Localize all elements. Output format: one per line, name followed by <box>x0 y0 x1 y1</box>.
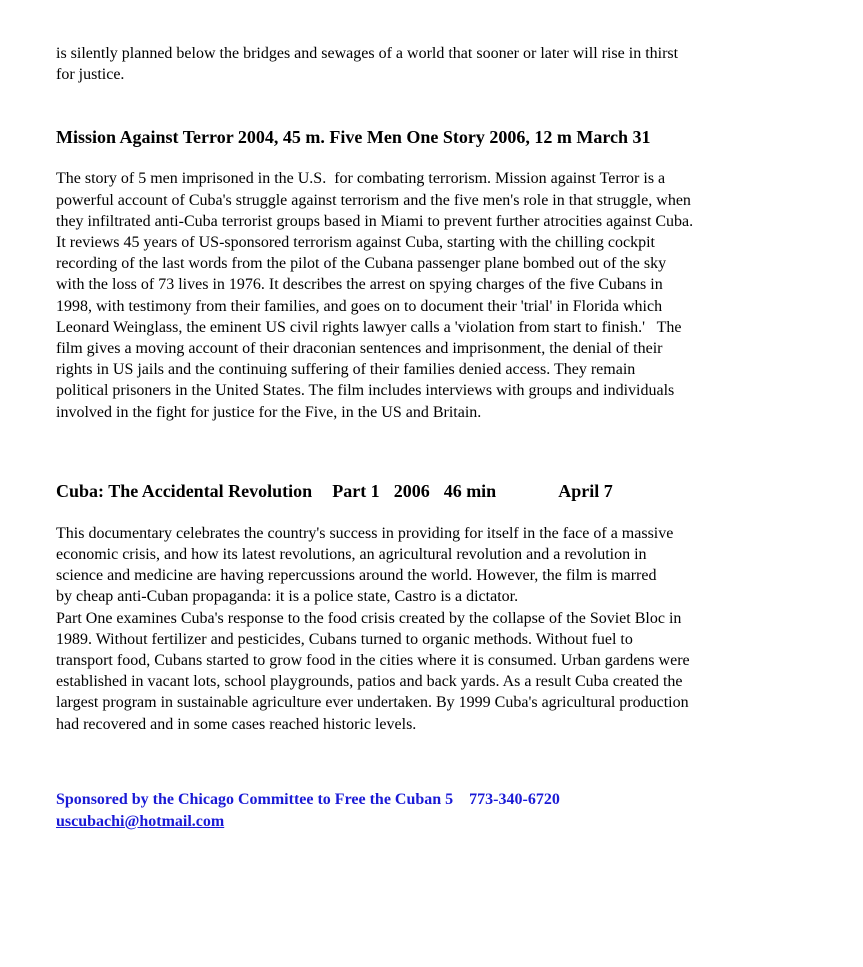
text-line: economic crisis, and how its latest revolutions, an agricultural revolution and a revolution in <box>56 546 647 564</box>
text-line: established in vacant lots, school playgrounds, patios and back yards. As a result Cuba created the <box>56 673 683 691</box>
text-line: 1998, with testimony from their families, and goes on to document their 'trial' in Florida which <box>56 297 663 315</box>
film1-title: Mission Against Terror <box>56 127 234 148</box>
text-line: powerful account of Cuba's struggle against terrorism and the five men's role in that struggle, when <box>56 191 691 209</box>
sponsor-text: Sponsored by the Chicago Committee to Free the Cuban 5 <box>56 790 454 808</box>
document-page <box>56 43 846 833</box>
film1-meta: 2004, 45 m. <box>237 127 325 148</box>
text-line: is silently planned below the bridges and sewages of a world that sooner or later will rise in thirst <box>56 45 679 62</box>
film2-duration: 46 min <box>443 480 497 501</box>
text-line: science and medicine are having repercussions around the world. However, the film is marred <box>56 567 657 585</box>
text-line: largest program in sustainable agriculture ever undertaken. By 1999 Cuba's agricultural production <box>56 694 689 712</box>
sponsor-email-link[interactable]: uscubachi@hotmail.com <box>56 812 225 830</box>
film1-second-title: Five Men One Story <box>329 127 485 148</box>
film2-heading <box>56 480 846 502</box>
text-line: involved in the fight for justice for the Five, in the US and Britain. <box>56 403 482 421</box>
text-line: This documentary celebrates the country's success in providing for itself in the face of a massive <box>56 524 674 542</box>
text-line: 1989. Without fertilizer and pesticides, Cubans turned to organic methods. Without fuel to <box>56 630 633 648</box>
text-line: had recovered and in some cases reached historic levels. <box>56 715 417 733</box>
text-line: film gives a moving account of their draconian sentences and imprisonment, the denial of their <box>56 340 663 358</box>
text-line: recording of the last words from the pilot of the Cubana passenger plane bombed out of the sky <box>56 255 667 273</box>
text-line: Leonard Weinglass, the eminent US civil rights lawyer calls a 'violation from start to finish.' The <box>56 318 682 336</box>
text-line: Part One examines Cuba's response to the food crisis created by the collapse of the Soviet Bloc in <box>56 609 682 627</box>
sponsor-block <box>56 789 846 833</box>
text-line: The story of 5 men imprisoned in the U.S. for combating terrorism. Mission against Terror is a <box>56 170 666 188</box>
film2-date: April 7 <box>558 480 613 501</box>
film1-date: March 31 <box>576 127 651 148</box>
text-line: for justice. <box>56 66 125 84</box>
film1-second-meta: 2006, 12 m <box>489 127 572 148</box>
film2-part: Part 1 <box>332 480 380 501</box>
text-line: with the loss of 73 lives in 1976. It describes the arrest on spying charges of the five Cubans in <box>56 276 663 294</box>
text-line: transport food, Cubans started to grow food in the cities where it is consumed. Urban gardens were <box>56 652 690 670</box>
text-line: rights in US jails and the continuing suffering of their families denied access. They remain <box>56 361 636 379</box>
text-line: It reviews 45 years of US-sponsored terrorism against Cuba, starting with the chilling cockpit <box>56 234 655 252</box>
film2-description <box>56 523 846 735</box>
film1-description <box>56 168 846 422</box>
email-line <box>56 811 846 833</box>
film2-title: Cuba: The Accidental Revolution <box>56 480 313 501</box>
text-line: by cheap anti-Cuban propaganda: it is a police state, Castro is a dictator. <box>56 588 519 606</box>
text-line: they infiltrated anti-Cuba terrorist groups based in Miami to prevent further atrocities against Cuba. <box>56 212 694 230</box>
film2-year: 2006 <box>393 480 430 501</box>
intro-paragraph <box>56 43 846 85</box>
film1-heading <box>56 126 846 148</box>
sponsor-phone: 773-340-6720 <box>469 790 560 808</box>
sponsor-line <box>56 789 846 811</box>
text-line: political prisoners in the United States. The film includes interviews with groups and individuals <box>56 382 675 400</box>
